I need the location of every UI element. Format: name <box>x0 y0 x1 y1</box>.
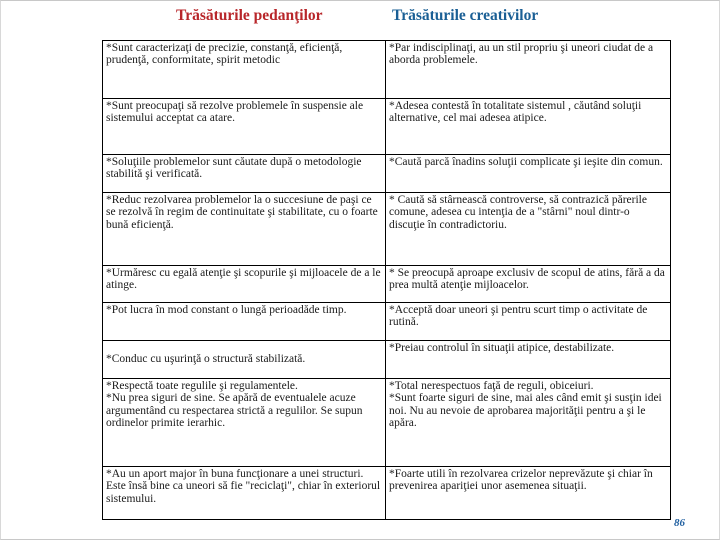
pedanti-cell <box>103 155 386 193</box>
cell-text: *Sunt preocupaţi să rezolve problemele în suspensie ale sistemului acceptat ca atare. <box>106 100 364 125</box>
cell-text: *Soluţiile problemelor sunt căutate după o metodologie stabilită şi verificată. <box>106 156 362 181</box>
creativi-cell <box>386 99 671 155</box>
table-row <box>103 266 671 303</box>
creativi-cell <box>386 467 671 520</box>
cell-text: * Se preocupă aproape exclusiv de scopul de atins, fără a da prea multă atenţie mijloacelor. <box>389 267 665 292</box>
comparison-table <box>102 40 671 520</box>
table-row <box>103 341 671 379</box>
pedanti-cell <box>103 303 386 341</box>
table-row <box>103 155 671 193</box>
creativi-cell <box>386 155 671 193</box>
pedanti-cell <box>103 193 386 266</box>
table-row <box>103 193 671 266</box>
cell-text: * Caută să stârnească controverse, să contrazică părerile comune, adesea cu intenţia de a "stârni" noul dintr-o discuţie în contradictoriu. <box>389 194 647 231</box>
cell-text: *Pot lucra în mod constant o lungă perioadăde timp. <box>106 304 347 316</box>
table-row <box>103 379 671 467</box>
cell-text: *Acceptă doar uneori şi pentru scurt timp o activitate de rutină. <box>389 304 648 329</box>
creativi-cell <box>386 379 671 467</box>
cell-text: *Au un aport major în buna funcţionare a unei structuri. Este însă bine ca uneori să fie "reciclaţi", chiar în exteriorul sistemului. <box>106 468 381 505</box>
table-row <box>103 99 671 155</box>
header-creativi: Trăsăturile creativilor <box>392 7 539 24</box>
pedanti-cell <box>103 467 386 520</box>
pedanti-cell <box>103 266 386 303</box>
cell-text: *Urmăresc cu egală atenţie şi scopurile şi mijloacele de a le atinge. <box>106 267 381 292</box>
cell-text: *Caută parcă înadins soluţii complicate şi ieşite din comun. <box>389 156 663 168</box>
cell-text: *Reduc rezolvarea problemelor la o succesiune de paşi ce se rezolvă în regim de continuitate şi stabilitate, cu o foarte bună eficienţă. <box>106 194 378 231</box>
cell-text: *Conduc cu uşurinţă o structură stabilizată. <box>106 352 306 365</box>
table-row <box>103 41 671 99</box>
cell-text: *Preiau controlul în situaţii atipice, destabilizate. <box>389 342 615 354</box>
cell-text: *Adesea contestă în totalitate sistemul , căutând soluţii alternative, cel mai adesea atipice. <box>389 100 642 125</box>
creativi-cell <box>386 41 671 99</box>
header-pedanti: Trăsăturile pedanţilor <box>176 7 323 24</box>
creativi-cell <box>386 341 671 379</box>
creativi-cell <box>386 266 671 303</box>
pedanti-cell <box>103 41 386 99</box>
cell-text: *Sunt caracterizaţi de precizie, constanţă, eficienţă, prudenţă, conformitate, spirit metodic <box>106 42 343 67</box>
page-number: 86 <box>674 517 685 529</box>
cell-text: *Respectă toate regulile şi regulamentele. *Nu prea siguri de sine. Se apără de eventualele acuze argumentând cu respectarea strictă a regulilor. Se supun ordinelor primite ierarhic. <box>106 380 363 430</box>
creativi-cell <box>386 193 671 266</box>
table-row <box>103 303 671 341</box>
creativi-cell <box>386 303 671 341</box>
pedanti-cell <box>103 99 386 155</box>
cell-text: *Foarte utili în rezolvarea crizelor neprevăzute şi chiar în prevenirea apariţiei unor asemenea situaţii. <box>389 468 653 493</box>
table-row <box>103 467 671 520</box>
cell-text: *Par indisciplinaţi, au un stil propriu şi uneori ciudat de a aborda problemele. <box>389 42 654 67</box>
pedanti-cell <box>103 379 386 467</box>
pedanti-cell <box>103 341 386 379</box>
cell-text: *Total nerespectuos faţă de reguli, obiceiuri. *Sunt foarte siguri de sine, mai ales când emit şi susţin idei noi. Nu au nevoie de aprobarea majorităţii pentru a şi le apăra. <box>389 380 662 430</box>
